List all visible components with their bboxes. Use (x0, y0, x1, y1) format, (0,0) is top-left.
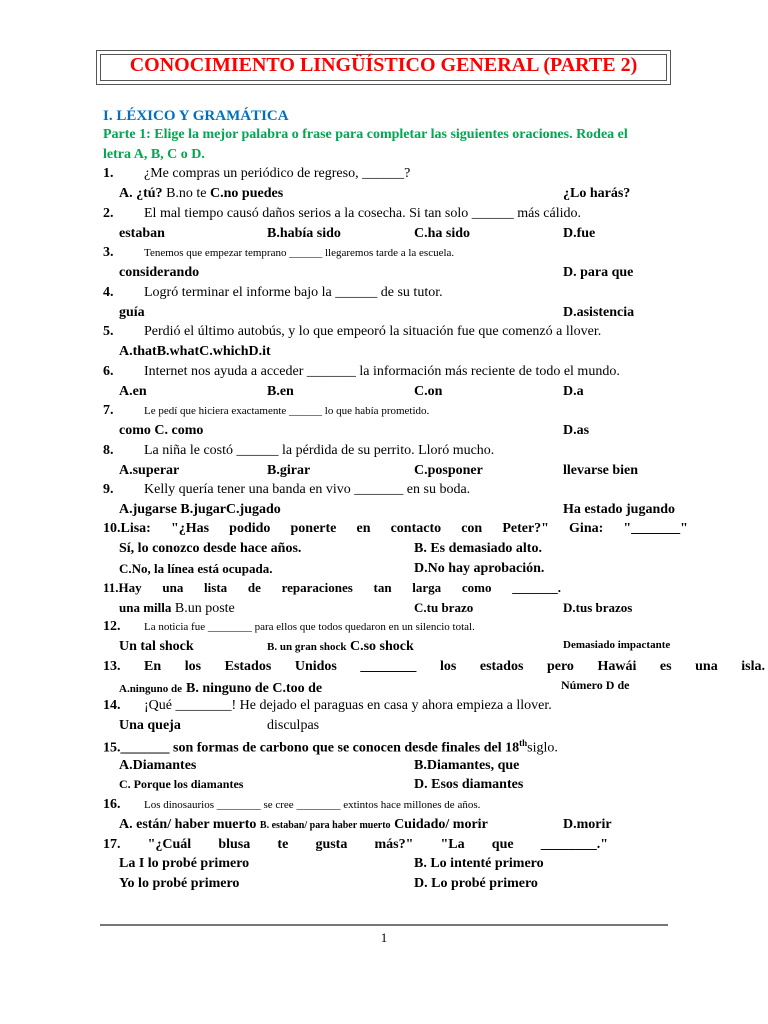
answer-options (119, 600, 235, 617)
question-number: 16. (103, 797, 121, 812)
option-c[interactable]: C.ha sido (414, 226, 471, 241)
option-a[interactable]: La I lo probé primero (119, 856, 250, 871)
question-number: 6. (103, 364, 114, 379)
question-number: 8. (103, 443, 114, 458)
answer-options (119, 679, 322, 697)
option-c[interactable]: Yo lo probé primero (119, 876, 240, 891)
option-b[interactable]: disculpas (267, 718, 320, 733)
option-b[interactable]: B.en (267, 384, 294, 399)
question-17-text (103, 837, 608, 853)
option-c[interactable]: Cuidado/ morir (394, 817, 488, 832)
instructions-line-2: letra A, B, C o D. (103, 147, 205, 162)
page-title: CONOCIMIENTO LINGÜÍSTICO GENERAL (PARTE 2) (129, 54, 638, 76)
option-b[interactable]: B. estaban/ para haber muerto (259, 820, 391, 831)
option-c[interactable]: C. Porque los diamantes (119, 777, 244, 791)
answer-options (267, 639, 414, 655)
question-10-text (103, 521, 688, 537)
option-d[interactable]: llevarse bien (563, 463, 639, 478)
option-a[interactable]: Un tal shock (119, 639, 194, 654)
word: Unidos (294, 659, 337, 674)
option-d[interactable]: D. Lo probé primero (414, 876, 538, 891)
word: los (439, 659, 457, 674)
question-11-text (103, 580, 561, 596)
question-number: 4. (103, 285, 114, 300)
option-b[interactable]: B. Es demasiado alto. (414, 541, 542, 556)
word: "¿Cuál (147, 837, 192, 852)
option-d[interactable]: D.morir (563, 817, 612, 832)
question-text: Le pedí que hiciera exactamente ______ lo que había prometido. (144, 405, 430, 417)
question-number: 14. (103, 698, 121, 713)
question-13-text (103, 659, 765, 675)
word: en (356, 521, 371, 536)
word: te (277, 837, 289, 852)
word: 11.Hay (103, 580, 142, 595)
word: pero (546, 659, 574, 674)
option-c[interactable]: C.No, la línea está ocupada. (119, 561, 273, 576)
word: _______. (512, 580, 561, 595)
section-title: I. LÉXICO Y GRAMÁTICA (103, 108, 289, 124)
instructions-line-1: Parte 1: Elige la mejor palabra o frase para completar las siguientes oraciones. Rodea el (103, 127, 628, 142)
option-a[interactable]: A.Diamantes (119, 758, 197, 773)
option-a[interactable]: A. ¿tú? (119, 186, 163, 201)
option-c[interactable]: C.so shock (349, 639, 414, 654)
question-number: 12. (103, 619, 121, 634)
word: más?" (374, 837, 414, 852)
option-c[interactable]: C.on (414, 384, 443, 399)
word: es (659, 659, 672, 674)
word: estados (479, 659, 524, 674)
title-box (96, 50, 671, 85)
question-text: Internet nos ayuda a acceder _______ la información más reciente de todo el mundo. (144, 364, 620, 379)
option-a[interactable]: A.en (119, 384, 147, 399)
option-a[interactable]: A.ninguno de (119, 683, 182, 695)
word: ponerte (290, 521, 337, 536)
question-number: 2. (103, 206, 114, 221)
question-text: ¿Me compras un periódico de regreso, ______? (144, 166, 411, 181)
word: isla. (741, 659, 765, 674)
question-text: Tenemos que empezar temprano ______ llegaremos tarde a la escuela. (144, 247, 455, 259)
option-d[interactable]: Demasiado impactante (563, 639, 671, 651)
word: "La (440, 837, 465, 852)
option-d[interactable]: D.fue (563, 226, 596, 241)
answer-options (119, 186, 283, 202)
option-a[interactable]: guía (119, 305, 145, 320)
superscript: th (519, 738, 528, 748)
word: como (461, 580, 492, 595)
question-text: La noticia fue ________ para ellos que todos quedaron en un silencio total. (144, 621, 475, 633)
answer-options[interactable]: A.jugarse B.jugarC.jugado (119, 502, 281, 517)
question-text: Los dinosaurios ________ se cree ________ extintos hace millones de años. (144, 799, 481, 811)
option-a[interactable]: A.superar (119, 463, 180, 478)
word: ________ (360, 659, 417, 674)
word: tan (373, 580, 392, 595)
question-text: La niña le costó ______ la pérdida de su perrito. Lloró mucho. (144, 443, 495, 458)
word: ________." (540, 837, 608, 852)
option-b[interactable]: B.girar (267, 463, 311, 478)
question-number: 1. (103, 166, 114, 181)
answer-options (119, 817, 488, 833)
answer-options[interactable]: A.thatB.whatC.whichD.it (119, 344, 271, 359)
option-d[interactable]: D.asistencia (563, 305, 635, 320)
question-text: Perdió el último autobús, y lo que empeoró la situación fue que comenzó a llover. (144, 324, 602, 339)
option-a[interactable]: A. están/ haber muerto (119, 817, 257, 832)
word: blusa (218, 837, 251, 852)
question-text: ¡Qué ________! He dejado el paraguas en casa y ahora empieza a llover. (144, 698, 552, 713)
option-b[interactable]: B. Lo intenté primero (414, 856, 544, 871)
option-a[interactable]: Sí, lo conozco desde hace años. (119, 541, 302, 556)
question-text: El mal tiempo causó daños serios a la cosecha. Si tan solo ______ más cálido. (144, 206, 582, 221)
word: una (695, 659, 718, 674)
question-text (103, 738, 558, 757)
option-c[interactable]: C.posponer (414, 463, 483, 478)
option-d[interactable]: Número D de (561, 678, 630, 692)
question-text: Logró terminar el informe bajo la ______ de su tutor. (144, 285, 443, 300)
option-c[interactable]: C.no puedes (210, 186, 284, 201)
word: los (184, 659, 202, 674)
question-number: 5. (103, 324, 114, 339)
word: de (247, 580, 261, 595)
option-a[interactable]: estaban (119, 226, 165, 241)
word: Hawái (597, 659, 637, 674)
word: contacto (390, 521, 442, 536)
option-b[interactable]: B.un poste (171, 601, 235, 616)
option-b[interactable]: B.había sido (267, 226, 341, 241)
word: 10.Lisa: (103, 521, 151, 536)
word: 13. (103, 659, 121, 674)
option-d[interactable]: D. para que (563, 265, 634, 280)
question-number: 3. (103, 245, 114, 260)
word: reparaciones (281, 580, 353, 595)
option-d[interactable]: ¿Lo harás? (563, 186, 631, 201)
question-number: 15. (103, 740, 121, 756)
question-text: Kelly quería tener una banda en vivo _______ en su boda. (144, 482, 471, 497)
question-tail: siglo. (527, 740, 558, 756)
option-c[interactable]: C.tu brazo (414, 600, 474, 615)
option-b[interactable]: B.Diamantes, que (414, 758, 520, 773)
question-number: 7. (103, 403, 114, 418)
option-d[interactable]: D.a (563, 384, 584, 399)
word: lista (204, 580, 228, 595)
word: una (162, 580, 184, 595)
option-d[interactable]: D.tus brazos (563, 600, 633, 615)
word: Peter?" (502, 521, 549, 536)
page-number: 1 (380, 930, 388, 945)
option-d[interactable]: Ha estado jugando (563, 502, 676, 517)
word: Estados (224, 659, 272, 674)
question-number: 9. (103, 482, 114, 497)
word: podido (229, 521, 271, 536)
option-d[interactable]: D. Esos diamantes (414, 777, 524, 792)
word: En (144, 659, 162, 674)
option-b[interactable]: B. ninguno de C.too de (185, 681, 323, 696)
option-d[interactable]: D.No hay aprobación. (414, 561, 545, 576)
option-a[interactable]: considerando (119, 265, 200, 280)
footer-divider (100, 924, 668, 926)
word: larga (412, 580, 442, 595)
option-a[interactable]: Una queja (119, 718, 181, 733)
option-a[interactable]: una milla (119, 600, 172, 615)
word: que (491, 837, 514, 852)
option-d[interactable]: D.as (563, 423, 590, 438)
word: "¿Has (170, 521, 210, 536)
word: gusta (315, 837, 348, 852)
word: con (461, 521, 483, 536)
question-body: _______ son formas de carbono que se conocen desde finales del 18 (120, 740, 520, 756)
word: 17. (103, 837, 121, 852)
word: "_______" (623, 521, 688, 536)
option-b[interactable]: B. un gran shock (267, 641, 347, 653)
option-b[interactable]: B.no te (162, 186, 211, 201)
option-a[interactable]: como C. como (119, 423, 204, 438)
word: Gina: (569, 521, 604, 536)
